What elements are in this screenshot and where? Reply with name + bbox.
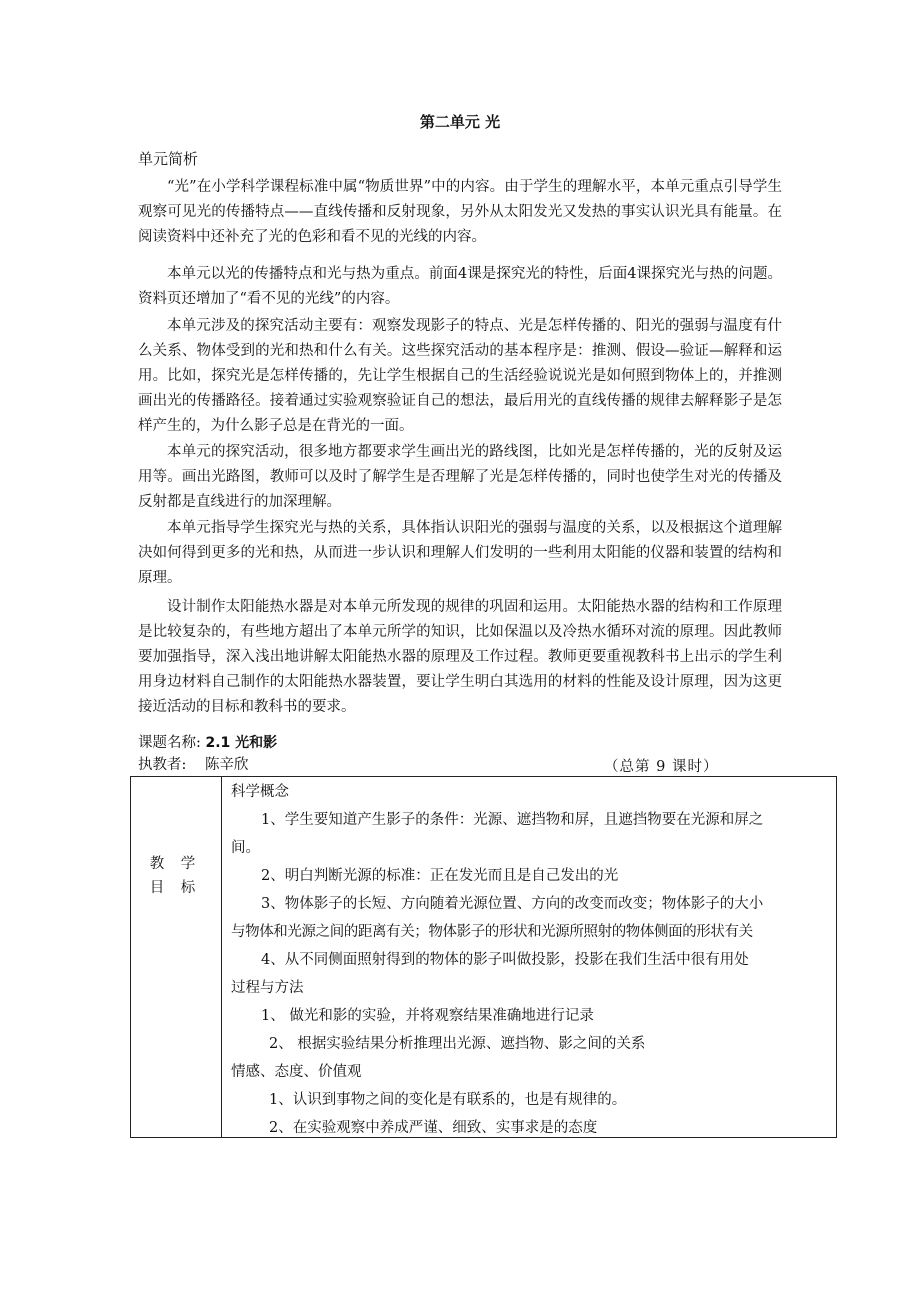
teacher-value: 陈辛欣: [205, 757, 249, 773]
lesson-name-label: 课题名称:: [138, 735, 201, 751]
objective-line: 1、认识到事物之间的变化是有联系的，也是有规律的。: [269, 1092, 627, 1108]
lesson-name-row: [138, 731, 277, 752]
paragraph-6: 设计制作太阳能热水器是对本单元所发现的规律的巩固和运用。太阳能热水器的结构和工作原理是比较复杂的，有些地方超出了本单元所学的知识，比如保温以及冷热水循环对流的原理。因此教师要加强指导，深入浅出地讲解太阳能热水器的原理及工作过程。教师更要重视教科书上出示的学生利用身边材料自己制作的太阳能热水器装置，要让学生明白其选用的材料的性能及设计原理，因为这更接近活动的目标和教科书的要求。: [138, 599, 782, 715]
teacher-row: [138, 753, 249, 774]
lesson-name-value: 2.1 光和影: [205, 735, 278, 751]
objective-line: 2、 根据实验结果分析推理出光源、遮挡物、影之间的关系: [269, 1036, 646, 1052]
objective-heading-attitude: 情感、态度、价值观: [231, 1064, 362, 1080]
objective-heading-process: 过程与方法: [231, 980, 304, 996]
objectives-content: [231, 778, 827, 1142]
objective-line: 与物体和光源之间的距离有关；物体影子的形状和光源所照射的物体侧面的形状有关: [231, 924, 753, 940]
objective-line: 1、 做光和影的实验，并将观察结果准确地进行记录: [261, 1008, 594, 1024]
paragraph-3: 本单元涉及的探究活动主要有：观察发现影子的特点、光是怎样传播的、阳光的强弱与温度有什么关系、物体受到的光和热和什么有关。这些探究活动的基本程序是：推测、假设—验证—解释和运用。比如，探究光是怎样传播的，先让学生根据自己的生活经验说说光是如何照到物体上的，并推测画出光的传播路径。接着通过实验观察验证自己的想法，最后用光的直线传播的规律去解释影子是怎样产生的，为什么影子总是在背光的一面。: [138, 318, 782, 434]
section-heading: 单元简析: [138, 150, 199, 168]
row-label-line1: 教 学: [149, 856, 202, 872]
objective-line: 3、物体影子的长短、方向随着光源位置、方向的改变而改变；物体影子的大小: [261, 896, 764, 912]
objective-heading-concept: 科学概念: [231, 784, 289, 800]
objective-line: 2、明白判断光源的标准：正在发光而且是自己发出的光: [261, 868, 619, 884]
paragraph-1: “光”在小学科学课程标准中属“物质世界”中的内容。由于学生的理解水平，本单元重点引导学生观察可见光的传播特点——直线传播和反射现象，另外从太阳发光又发热的事实认识光具有能量。在阅读资料中还补充了光的色彩和看不见的光线的内容。: [138, 179, 782, 245]
table-divider: [221, 776, 222, 1138]
page-title: 第二单元 光: [419, 113, 501, 131]
paragraph-5: 本单元指导学生探究光与热的关系，具体指认识阳光的强弱与温度的关系，以及根据这个道理解决如何得到更多的光和热，从而进一步认识和理解人们发明的一些利用太阳能的仪器和装置的结构和原理。: [138, 520, 782, 586]
teacher-label: 执教者:: [138, 757, 187, 773]
objective-line: 2、在实验观察中养成严谨、细致、实事求是的态度: [269, 1120, 598, 1136]
objective-line: 间。: [231, 840, 260, 856]
objective-line: 4、从不同侧面照射得到的物体的影子叫做投影，投影在我们生活中很有用处: [261, 952, 749, 968]
lesson-hours: （总第 9 课时）: [604, 759, 719, 775]
paragraph-4: 本单元的探究活动，很多地方都要求学生画出光的路线图，比如光是怎样传播的，光的反射及运用等。画出光路图，教师可以及时了解学生是否理解了光是怎样传播的，同时也使学生对光的传播及反射都是直线进行的加深理解。: [138, 444, 782, 510]
row-label-line2: 目 标: [149, 880, 202, 896]
objective-line: 1、学生要知道产生影子的条件：光源、遮挡物和屏，且遮挡物要在光源和屏之: [261, 812, 764, 828]
paragraph-2: 本单元以光的传播特点和光与热为重点。前面4课是探究光的特性，后面4课探究光与热的问题。资料页还增加了“看不见的光线”的内容。: [138, 266, 782, 307]
